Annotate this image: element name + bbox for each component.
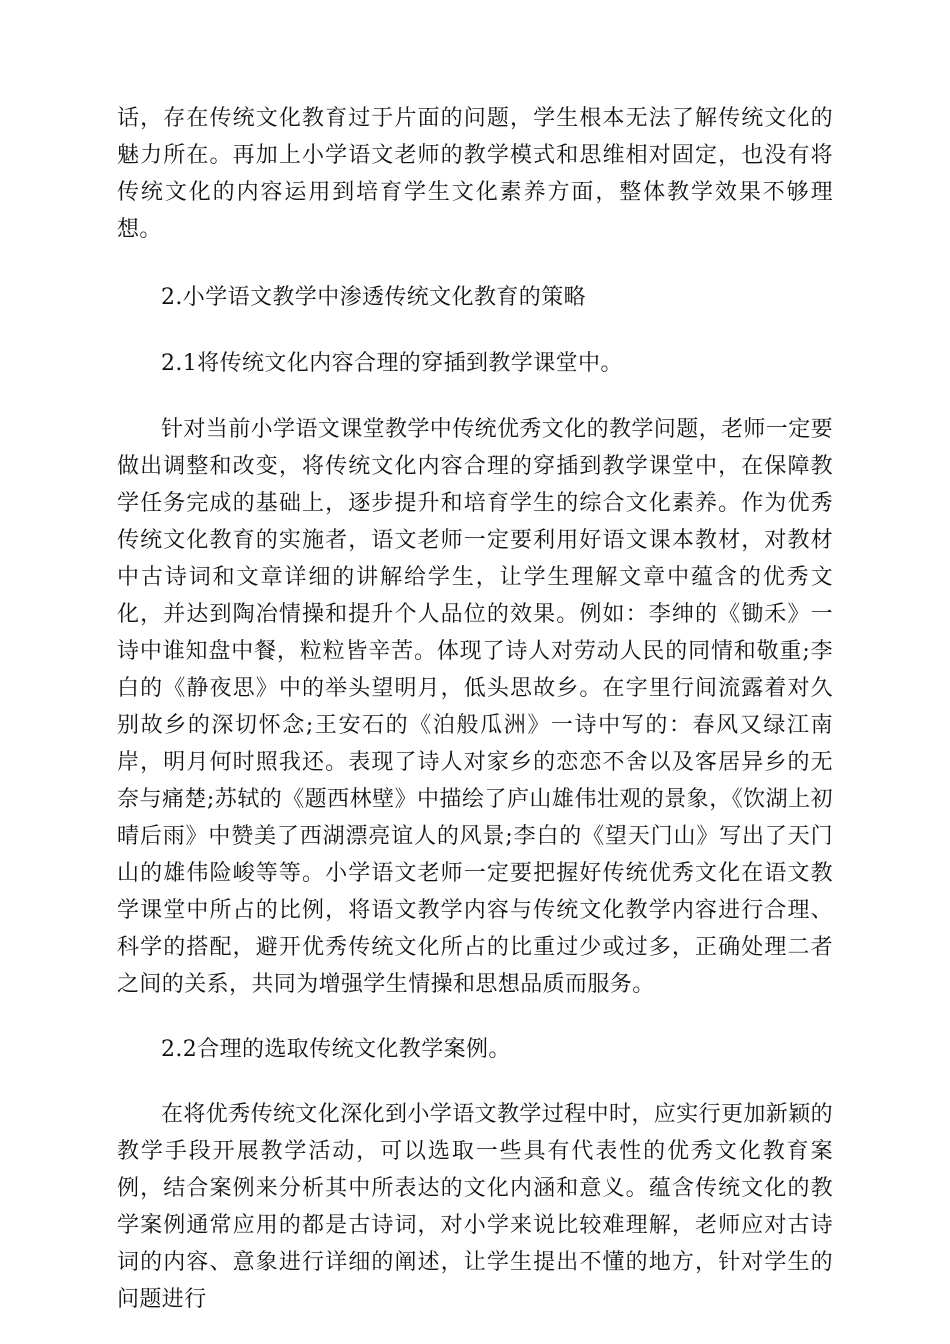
continuation-paragraph: 话，存在传统文化教育过于片面的问题，学生根本无法了解传统文化的魅力所在。再加上小学语文老师的教学模式和思维相对固定，也没有将传统文化的内容运用到培育学生文化素养方面，整体教学效果不够理想。 <box>117 106 833 242</box>
document-page <box>117 100 833 1318</box>
subsection-2-paragraph: 在将优秀传统文化深化到小学语文教学过程中时，应实行更加新颖的教学手段开展教学活动，可以选取一些具有代表性的优秀文化教育案例，结合案例来分析其中所表达的文化内涵和意义。蕴含传统文化的教学案例通常应用的都是古诗词，对小学来说比较难理解，老师应对古诗词的内容、意象进行详细的阐述，让学生提出不懂的地方，针对学生的问题进行 <box>117 1102 834 1312</box>
subsection-2-heading: 2.2合理的选取传统文化教学案例。 <box>161 1037 511 1062</box>
subsection-1-heading: 2.1将传统文化内容合理的穿插到教学课堂中。 <box>161 351 623 376</box>
section-heading: 2.小学语文教学中渗透传统文化教育的策略 <box>161 285 586 310</box>
subsection-1-paragraph: 针对当前小学语文课堂教学中传统优秀文化的教学问题，老师一定要做出调整和改变，将传统文化内容合理的穿插到教学课堂中，在保障教学任务完成的基础上，逐步提升和培育学生的综合文化素养。作为优秀传统文化教育的实施者，语文老师一定要利用好语文课本教材，对教材中古诗词和文章详细的讲解给学生，让学生理解文章中蕴含的优秀文化，并达到陶冶情操和提升个人品位的效果。例如：李绅的《锄禾》一诗中谁知盘中餐，粒粒皆辛苦。体现了诗人对劳动人民的同情和敬重;李白的《静夜思》中的举头望明月，低头思故乡。在字里行间流露着对久别故乡的深切怀念;王安石的《泊般瓜洲》一诗中写的：春风又绿江南岸，明月何时照我还。表现了诗人对家乡的恋恋不舍以及客居异乡的无奈与痛楚;苏轼的《题西林壁》中描绘了庐山雄伟壮观的景象，《饮湖上初晴后雨》中赞美了西湖漂亮谊人的风景;李白的《望天门山》写出了天门山的雄伟险峻等等。小学语文老师一定要把握好传统优秀文化在语文教学课堂中所占的比例，将语文教学内容与传统文化教学内容进行合理、科学的搭配，避开优秀传统文化所占的比重过少或过多，正确处理二者之间的关系，共同为增强学生情操和思想品质而服务。 <box>117 417 834 997</box>
